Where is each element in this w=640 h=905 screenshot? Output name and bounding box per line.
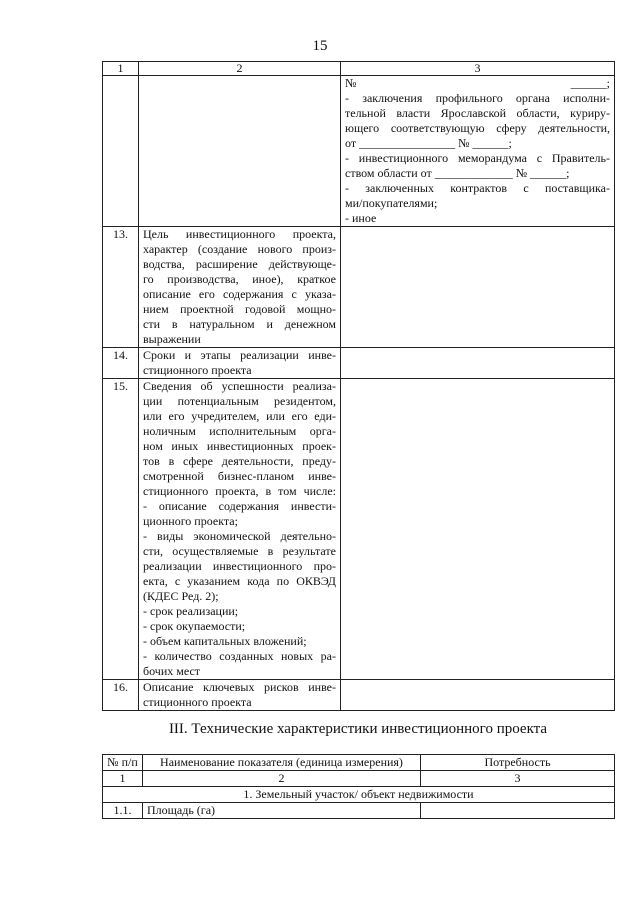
column-number-row xyxy=(103,771,615,787)
text-line: - срок реализации; xyxy=(143,604,239,618)
text-line: - заключенных контрактов с поставщика- xyxy=(345,181,610,195)
text-line: ноличным исполнительным орга- xyxy=(143,424,336,438)
header-text: № xyxy=(107,755,119,769)
column-number-1: 1 xyxy=(103,771,143,787)
text-line: - количество созданных новых ра- xyxy=(143,649,336,663)
row-label xyxy=(139,227,341,348)
row-label: Площадь (га) xyxy=(143,803,421,819)
project-info-table xyxy=(102,61,615,711)
text-line: ном иных инвестиционных проек- xyxy=(143,439,336,453)
text-line: Описание ключевых рисков инве- xyxy=(143,680,336,694)
text-line: или его учредителем, или его еди- xyxy=(143,409,336,423)
text-line: нием проектной годовой мощно- xyxy=(143,302,336,316)
text-line: стиционного проекта xyxy=(143,363,252,377)
row-number: 13. xyxy=(103,227,139,348)
text-line: (КДЕС Ред. 2); xyxy=(143,589,219,603)
text-line: от ________________ № ______; xyxy=(345,136,512,150)
header-text: (единица измерения) xyxy=(296,755,403,769)
column-number-3: 3 xyxy=(421,771,615,787)
text-line: ции потенциальным резидентом, xyxy=(143,394,336,408)
header-cell-1: 1 xyxy=(103,62,139,76)
text-line: водства, расширение действующе- xyxy=(143,257,336,271)
text-line: стиционного проекта, в том числе: xyxy=(143,484,336,498)
group-title: 1. Земельный участок/ объект недвижимости xyxy=(103,787,615,803)
row-label xyxy=(139,680,341,711)
header-cell-2: 2 xyxy=(139,62,341,76)
text-line: ющего соответствующую сферу деятельности, xyxy=(345,121,610,135)
continued-num-cell xyxy=(103,76,139,227)
text-line: Сведения об успешности реализа- xyxy=(143,379,336,393)
text-line: выражении xyxy=(143,332,201,346)
technical-characteristics-table xyxy=(102,754,615,819)
table-row xyxy=(103,803,615,819)
row-value xyxy=(421,803,615,819)
header-text: п/п xyxy=(121,755,138,769)
row-value xyxy=(341,227,615,348)
table-header-row xyxy=(103,62,615,76)
text-line: бочих мест xyxy=(143,664,201,678)
group-title-row xyxy=(103,787,615,803)
header-cell-indicator xyxy=(143,755,421,771)
text-line: - описание содержания инвести- xyxy=(143,499,336,513)
text-line: го производства, иное), краткое xyxy=(143,272,336,286)
text-line: № ______; xyxy=(345,76,610,90)
section-title: III. Технические характеристики инвестиционного проекта xyxy=(168,721,548,737)
column-number-2: 2 xyxy=(143,771,421,787)
row-value xyxy=(341,348,615,379)
text-line: Сроки и этапы реализации инве- xyxy=(143,348,336,362)
text-line: - объем капитальных вложений; xyxy=(143,634,307,648)
table-row-15 xyxy=(103,379,615,680)
text-line: - заключения профильного органа исполни- xyxy=(345,91,610,105)
table-row-13 xyxy=(103,227,615,348)
text-line: тельной власти Ярославской области, куриру- xyxy=(345,106,610,120)
text-line: реализации инвестиционного про- xyxy=(143,559,336,573)
row-number: 16. xyxy=(103,680,139,711)
continued-row xyxy=(103,76,615,227)
text-line: тов в сфере деятельности, преду- xyxy=(143,454,336,468)
table-header-row xyxy=(103,755,615,771)
text-line: характер (создание нового произ- xyxy=(143,242,336,256)
text-line: стиционного проекта xyxy=(143,695,252,709)
text-line: Цель инвестиционного проекта, xyxy=(143,227,336,241)
text-line: сти, осуществляемые в результате xyxy=(143,544,336,558)
row-number: 1.1. xyxy=(103,803,143,819)
row-value xyxy=(341,680,615,711)
header-cell-need: Потребность xyxy=(421,755,615,771)
continued-label-cell xyxy=(139,76,341,227)
text-line: - виды экономической деятельно- xyxy=(143,529,336,543)
continued-content-cell xyxy=(341,76,615,227)
page-number: 15 xyxy=(312,38,328,54)
text-line: - иное xyxy=(345,211,377,225)
header-cell-number xyxy=(103,755,143,771)
text-line: описание его содержания с указа- xyxy=(143,287,336,301)
row-label xyxy=(139,379,341,680)
row-number: 14. xyxy=(103,348,139,379)
text-line: екта, с указанием кода по ОКВЭД xyxy=(143,574,336,588)
text-line: ми/покупателями; xyxy=(345,196,438,210)
text-line: ством области от _____________ № ______; xyxy=(345,166,570,180)
row-label xyxy=(139,348,341,379)
text-line: ционного проекта; xyxy=(143,514,238,528)
table-row-16 xyxy=(103,680,615,711)
text-line: смотренной бизнес-планом инве- xyxy=(143,469,336,483)
header-cell-3: 3 xyxy=(341,62,615,76)
text-line: - срок окупаемости; xyxy=(143,619,246,633)
text-line: - инвестиционного меморандума с Правитель- xyxy=(345,151,610,165)
row-number: 15. xyxy=(103,379,139,680)
text-line: сти в натуральном и денежном xyxy=(143,317,336,331)
table-row-14 xyxy=(103,348,615,379)
header-text: Наименование показателя xyxy=(160,755,294,769)
row-value xyxy=(341,379,615,680)
